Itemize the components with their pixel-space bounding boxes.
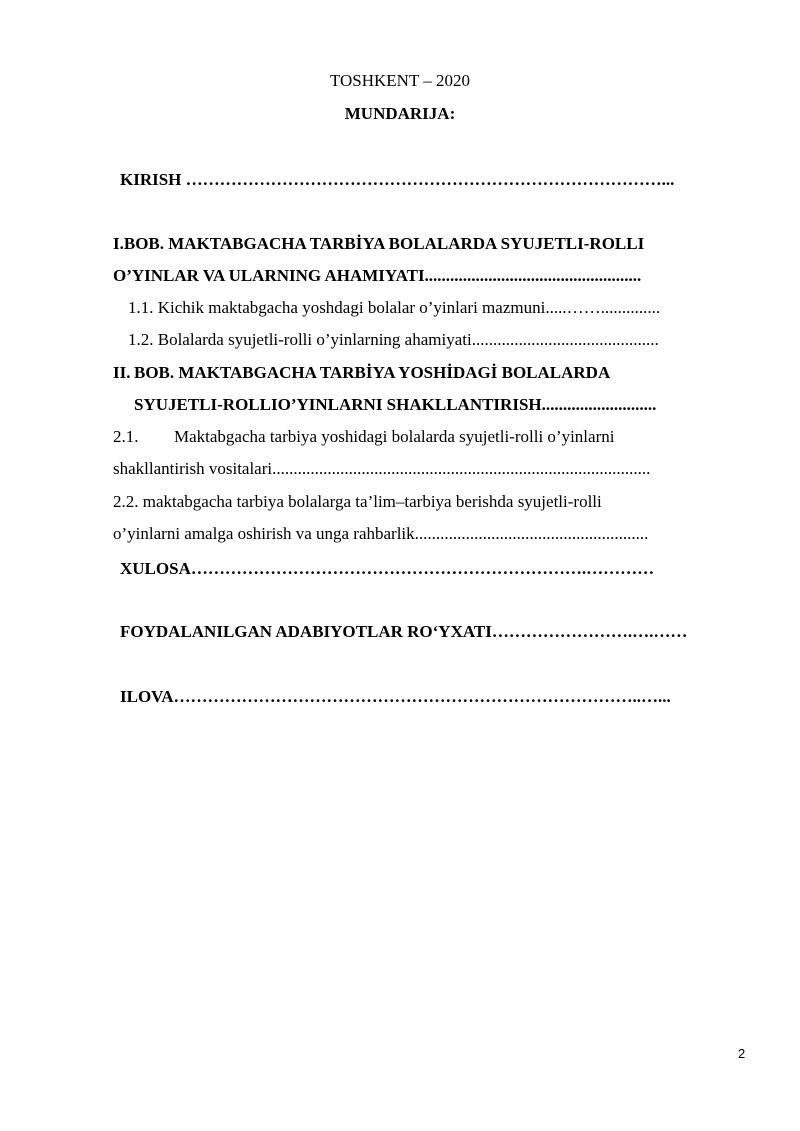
toc-intro: KIRISH …………………………………………………………………………... [120,170,675,189]
toc-section-1-1: 1.1. Kichik maktabgacha yoshdagi bolalar o’yinlari mazmuni.....…….............. [128,298,661,317]
toc-conclusion: XULOSA…………………………………………………………….………… [120,559,655,578]
toc-section-2-2-line-2: o’yinlarni amalga oshirish va unga rahbarlik....................................................... [113,524,649,543]
toc-section-2-1-line-1: Maktabgacha tarbiya yoshidagi bolalarda syujetli-rolli o’yinlarni [174,427,615,446]
toc-references: FOYDALANILGAN ADABIYOTLAR RO‘YXATI…………………….….…… [120,622,688,641]
page-title: MUNDARIJA: [344,104,456,123]
toc-chapter-2-number: II. [113,363,131,382]
toc-chapter-2-line-1: BOB. MAKTABGACHA TARBİYA YOSHİDAGİ BOLALARDA [134,363,611,382]
toc-chapter-2-line-2: SYUJETLI-ROLLIO’YINLARNI SHAKLLANTIRISH........................... [134,395,657,414]
toc-chapter-1-line-1: I.BOB. MAKTABGACHA TARBİYA BOLALARDA SYUJETLI-ROLLI [113,234,645,253]
toc-appendix: ILOVA………………………………………………………………………..…... [120,687,671,706]
toc-section-2-1-line-2: shakllantirish vositalari......................................................................................... [113,459,651,478]
city-year: TOSHKENT – 2020 [329,71,471,90]
toc-section-2-1-number: 2.1. [113,427,139,446]
toc-chapter-1-line-2: O’YINLAR VA ULARNING AHAMIYATI................................................... [113,266,642,285]
page-number: 2 [738,1046,746,1061]
toc-section-1-2: 1.2. Bolalarda syujetli-rolli o’yinlarning ahamiyati............................................ [128,330,659,349]
toc-section-2-2-line-1: 2.2. maktabgacha tarbiya bolalarga ta’lim–tarbiya berishda syujetli-rolli [113,492,602,511]
